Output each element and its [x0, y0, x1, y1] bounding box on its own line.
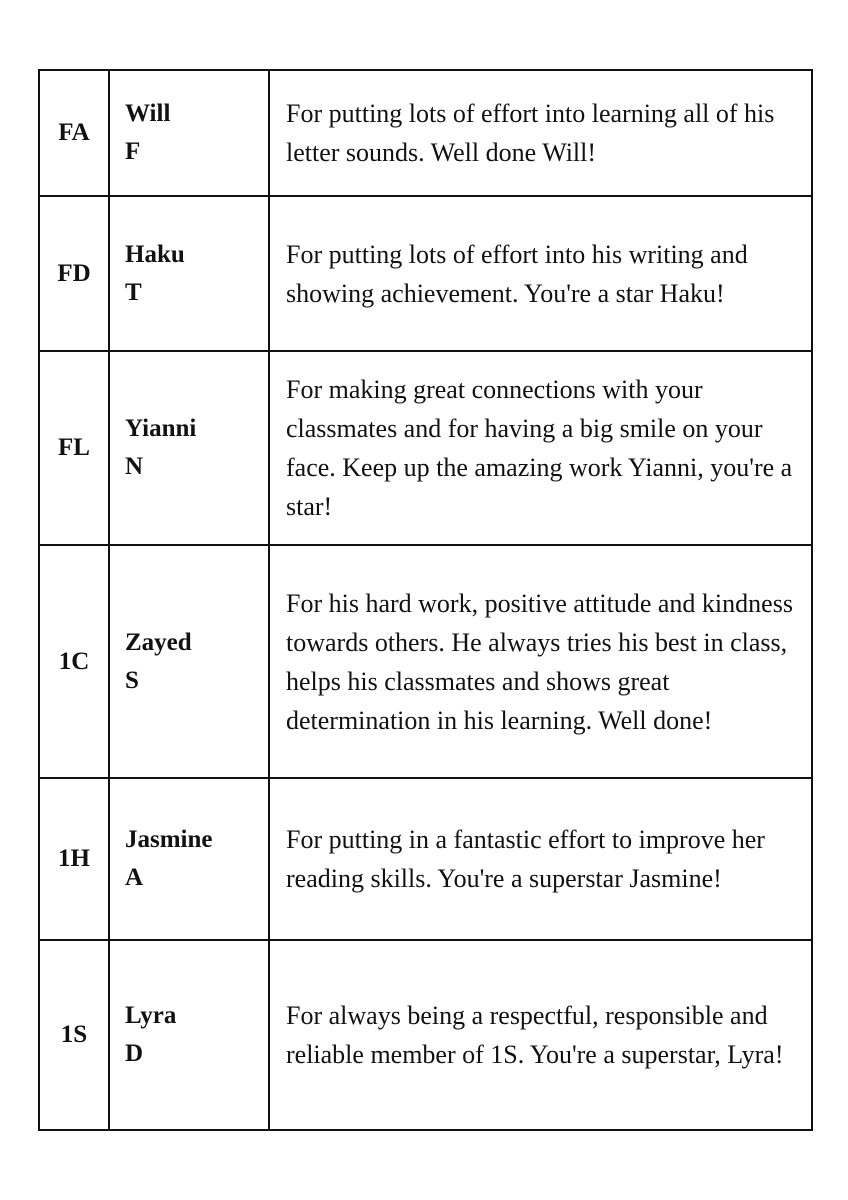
award-description: For making great connections with your classmates and for having a big smile on your face. Keep up the amazing work Yianni, you're a star! — [286, 375, 793, 521]
award-row — [39, 545, 812, 778]
award-description-cell — [269, 70, 812, 196]
award-row — [39, 196, 812, 351]
student-name-cell — [109, 196, 269, 351]
student-name-cell — [109, 545, 269, 778]
award-row — [39, 940, 812, 1130]
award-description: For putting lots of effort into learning all of his letter sounds. Well done Will! — [286, 99, 775, 167]
award-description-cell — [269, 351, 812, 545]
award-description-cell — [269, 778, 812, 940]
student-initial: A — [125, 864, 144, 891]
student-initial: S — [125, 666, 139, 694]
student-name-cell — [109, 351, 269, 545]
award-row — [39, 351, 812, 545]
class-cell: 1H — [39, 778, 109, 940]
award-description: For his hard work, positive attitude and kindness towards others. He always tries his best in class, helps his classmates and shows great determination in his learning. Well done! — [286, 588, 793, 735]
student-first-name: Lyra — [125, 1002, 177, 1029]
student-first-name: Will — [125, 100, 171, 127]
student-first-name: Yianni — [125, 415, 197, 442]
award-description: For putting in a fantastic effort to improve her reading skills. You're a superstar Jasmine! — [286, 825, 765, 893]
award-description: For always being a respectful, responsible and reliable member of 1S. You're a superstar, Lyra! — [286, 1001, 784, 1069]
award-row — [39, 778, 812, 940]
student-first-name: Haku — [125, 240, 185, 268]
class-cell: FD — [39, 196, 109, 351]
student-name-cell — [109, 778, 269, 940]
student-initial: N — [125, 453, 144, 480]
class-cell: FL — [39, 351, 109, 545]
student-name-cell — [109, 70, 269, 196]
award-description: For putting lots of effort into his writing and showing achievement. You're a star Haku! — [286, 239, 748, 308]
student-initial: D — [125, 1040, 144, 1067]
student-first-name: Jasmine — [125, 826, 213, 853]
award-row — [39, 70, 812, 196]
student-first-name: Zayed — [125, 628, 192, 656]
student-name-cell — [109, 940, 269, 1130]
student-initial: F — [125, 138, 141, 165]
student-initial: T — [125, 278, 142, 306]
award-description-cell — [269, 196, 812, 351]
award-description-cell — [269, 940, 812, 1130]
award-description-cell — [269, 545, 812, 778]
class-cell: 1S — [39, 940, 109, 1130]
class-cell: FA — [39, 70, 109, 196]
class-cell: 1C — [39, 545, 109, 778]
awards-table — [38, 69, 813, 1131]
